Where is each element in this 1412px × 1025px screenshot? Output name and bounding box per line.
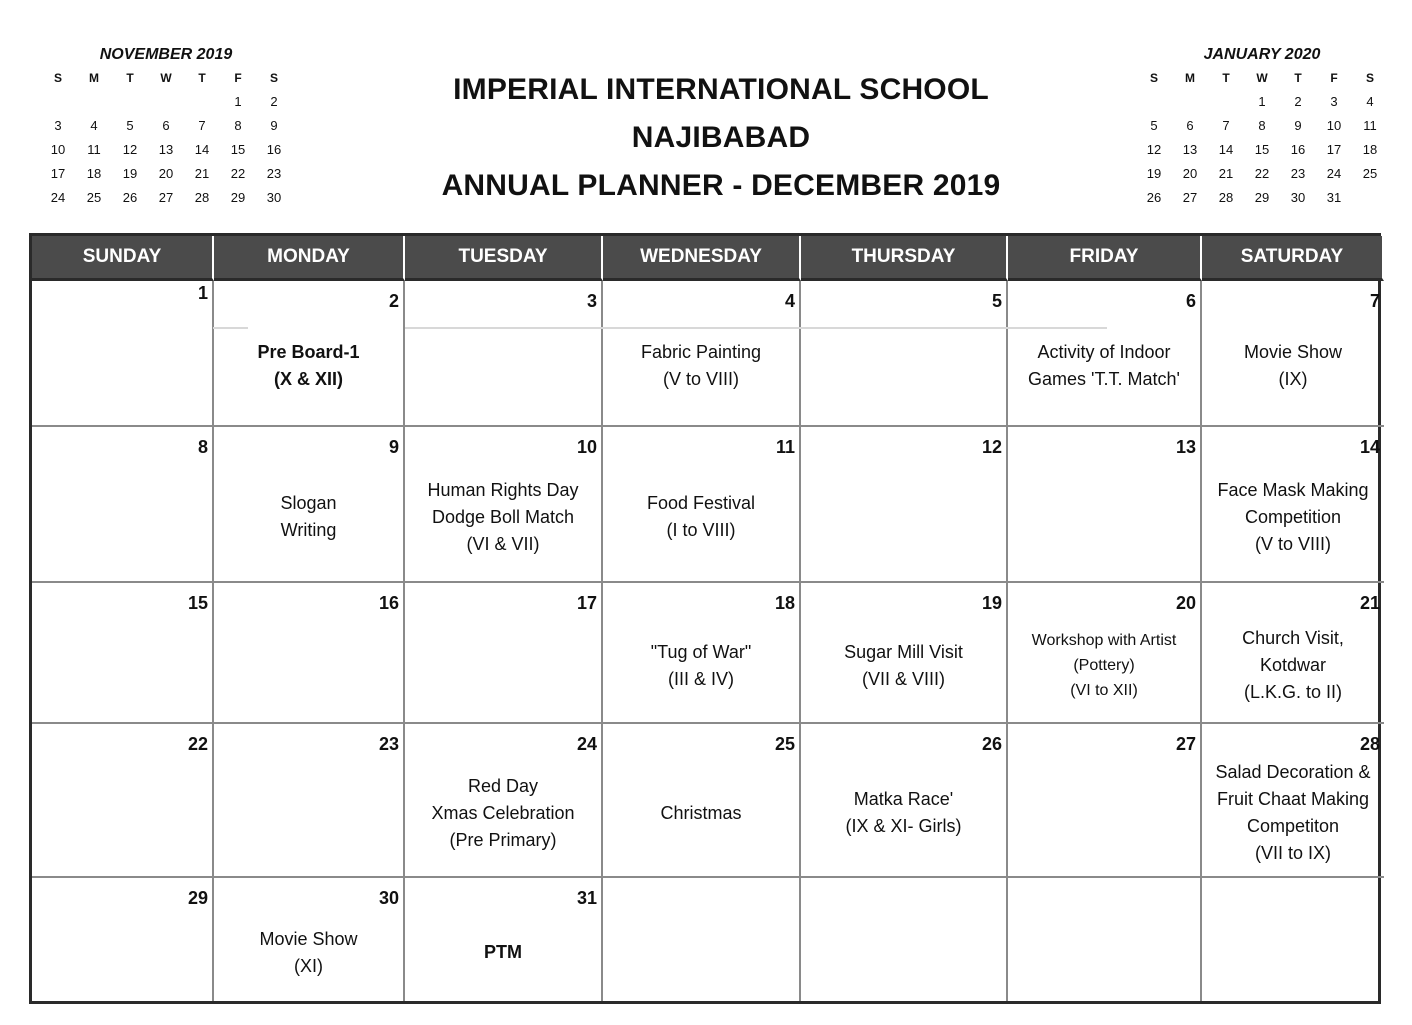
day-cell <box>603 878 801 1001</box>
event <box>214 281 403 425</box>
day-number: 10 <box>576 437 597 457</box>
mini-weekday-label: T <box>1222 71 1230 85</box>
day-number: 1 <box>197 283 208 303</box>
mini-day: 20 <box>1182 166 1198 181</box>
day-number: 18 <box>774 593 795 613</box>
school-location: NAJIBABAD <box>631 121 811 154</box>
event-line: "Tug of War" <box>650 641 752 662</box>
mini-day: 25 <box>1362 166 1378 181</box>
day-number: 15 <box>187 593 208 613</box>
weekday-header-sunday: SUNDAY <box>32 236 214 281</box>
event <box>405 878 601 1001</box>
mini-weekday-label: S <box>53 71 62 85</box>
mini-day: 29 <box>230 190 246 205</box>
day-number: 4 <box>784 291 795 311</box>
mini-calendar-title: JANUARY 2020 <box>1203 46 1321 63</box>
mini-day: 28 <box>194 190 210 205</box>
day-cell <box>801 583 1008 724</box>
event-line: (VI to XII) <box>1070 682 1138 699</box>
mini-weekday-label: F <box>234 71 242 85</box>
day-cell <box>1008 878 1202 1001</box>
mini-day <box>76 90 112 114</box>
mini-day: 12 <box>122 142 138 157</box>
mini-day: 18 <box>86 166 102 181</box>
event <box>1008 583 1200 722</box>
mini-calendar-next <box>1136 44 1388 210</box>
event <box>214 878 403 1001</box>
day-number: 11 <box>775 437 795 457</box>
event-line: (I to VIII) <box>666 520 736 540</box>
event-line: Fruit Chaat Making <box>1216 789 1370 809</box>
day-cell <box>214 878 405 1001</box>
mini-day: 5 <box>1150 118 1158 133</box>
mini-day: 24 <box>1326 166 1342 181</box>
day-number: 25 <box>774 734 795 754</box>
event-line: Movie Show <box>259 928 358 949</box>
day-number: 2 <box>388 291 399 311</box>
event-line: (V to VIII) <box>662 369 740 389</box>
day-number: 26 <box>981 734 1002 754</box>
event-line: (X & XII) <box>273 369 343 389</box>
day-number: 12 <box>981 437 1002 457</box>
day-number: 13 <box>1175 437 1196 457</box>
day-cell <box>1202 583 1384 724</box>
event-line: (Pottery) <box>1073 657 1135 674</box>
day-number: 21 <box>1359 593 1380 613</box>
mini-weekday-label: T <box>126 71 134 85</box>
event-line: Salad Decoration & <box>1215 762 1371 782</box>
event-line: Competiton <box>1246 816 1340 836</box>
event-line: Kotdwar <box>1259 655 1327 675</box>
day-number: 29 <box>187 888 208 908</box>
mini-day: 18 <box>1362 142 1378 157</box>
day-cell <box>32 281 214 427</box>
event-line: Writing <box>280 520 337 540</box>
day-cell <box>32 724 214 878</box>
event <box>603 724 799 876</box>
event-line: (VI & VII) <box>466 533 540 554</box>
weekday-header-thursday: THURSDAY <box>801 236 1008 281</box>
mini-day: 28 <box>1218 190 1234 205</box>
mini-day: 10 <box>1326 118 1342 133</box>
day-number: 5 <box>991 291 1002 311</box>
mini-day: 22 <box>230 166 246 181</box>
mini-day: 23 <box>1290 166 1306 181</box>
mini-day: 2 <box>1294 94 1302 109</box>
mini-day: 16 <box>266 142 282 157</box>
mini-weekday-label: F <box>1330 71 1338 85</box>
day-cell <box>1202 724 1384 878</box>
mini-day: 14 <box>194 142 210 157</box>
event-line: Competition <box>1244 506 1342 527</box>
event <box>1008 281 1200 425</box>
day-cell <box>801 724 1008 878</box>
event <box>1202 427 1384 581</box>
mini-day: 16 <box>1290 142 1306 157</box>
mini-weekday-label: S <box>1149 71 1158 85</box>
event-line: (Pre Primary) <box>449 829 557 850</box>
mini-calendar-grid <box>40 66 292 210</box>
day-number: 6 <box>1185 291 1196 311</box>
month-calendar <box>29 233 1381 1004</box>
day-cell <box>32 427 214 583</box>
day-number: 17 <box>576 593 597 613</box>
mini-day: 1 <box>1258 94 1266 109</box>
mini-day: 26 <box>122 190 138 205</box>
event-line: Human Rights Day <box>427 479 579 500</box>
day-cell <box>1202 427 1384 583</box>
mini-day: 9 <box>270 118 278 133</box>
day-cell <box>1008 281 1202 427</box>
mini-calendar-previous <box>40 44 292 210</box>
day-number: 23 <box>378 734 399 754</box>
event-line: Red Day <box>467 775 539 796</box>
day-cell <box>1008 583 1202 724</box>
event-line: (XI) <box>294 955 323 976</box>
day-number: 3 <box>586 291 597 311</box>
mini-day: 5 <box>126 118 134 133</box>
mini-weekday-label: T <box>198 71 206 85</box>
day-number: 8 <box>197 437 208 457</box>
day-number: 14 <box>1359 437 1380 457</box>
mini-day <box>148 90 184 114</box>
event-line: Movie Show <box>1243 342 1343 362</box>
weekday-header-monday: MONDAY <box>214 236 405 281</box>
mini-day: 30 <box>266 190 282 205</box>
mini-day: 7 <box>198 118 206 133</box>
mini-day: 4 <box>90 118 98 133</box>
day-cell <box>32 878 214 1001</box>
mini-day: 3 <box>54 118 62 133</box>
mini-day: 26 <box>1146 190 1162 205</box>
mini-weekday-label: M <box>89 71 99 85</box>
event <box>405 724 601 876</box>
page-header <box>400 66 1042 210</box>
event-line: Church Visit, <box>1242 628 1344 648</box>
mini-day: 31 <box>1326 190 1342 205</box>
mini-day: 17 <box>50 166 66 181</box>
event-line: Workshop with Artist <box>1031 632 1177 649</box>
weekday-header-friday: FRIDAY <box>1008 236 1202 281</box>
event <box>801 583 1006 722</box>
day-number: 7 <box>1369 291 1380 311</box>
event <box>214 427 403 581</box>
mini-weekday-label: T <box>1294 71 1302 85</box>
event <box>603 427 799 581</box>
event <box>603 281 799 425</box>
mini-day: 19 <box>122 166 138 181</box>
mini-weekday-label: M <box>1185 71 1195 85</box>
mini-day: 23 <box>266 166 282 181</box>
event-line: (IX & XI- Girls) <box>845 816 962 836</box>
event-line: Slogan <box>280 493 337 513</box>
day-cell <box>603 583 801 724</box>
event <box>1202 583 1384 722</box>
event <box>801 724 1006 876</box>
mini-day: 10 <box>50 142 66 157</box>
day-number: 19 <box>981 593 1002 613</box>
event-line: (III & IV) <box>667 668 734 689</box>
event-line: Face Mask Making <box>1217 479 1369 500</box>
mini-day <box>40 90 76 114</box>
mini-day: 29 <box>1254 190 1270 205</box>
day-cell <box>603 724 801 878</box>
mini-day: 7 <box>1222 118 1230 133</box>
day-cell <box>801 427 1008 583</box>
mini-day: 19 <box>1146 166 1162 181</box>
event <box>603 583 799 722</box>
event-line: (L.K.G. to II) <box>1243 682 1343 702</box>
mini-day: 13 <box>158 142 174 157</box>
mini-day: 22 <box>1254 166 1270 181</box>
mini-day: 8 <box>1258 118 1266 133</box>
weekday-header-tuesday: TUESDAY <box>405 236 603 281</box>
mini-day: 20 <box>158 166 174 181</box>
day-cell <box>405 583 603 724</box>
mini-day <box>1208 90 1244 114</box>
mini-day: 4 <box>1366 94 1374 109</box>
day-cell <box>801 281 1008 427</box>
mini-day: 30 <box>1290 190 1306 205</box>
mini-day: 14 <box>1218 142 1234 157</box>
mini-day: 3 <box>1330 94 1338 109</box>
day-cell <box>603 427 801 583</box>
day-cell <box>405 878 603 1001</box>
event-line: Activity of Indoor <box>1037 342 1171 362</box>
faint-divider <box>213 327 248 329</box>
event-line: Dodge Boll Match <box>431 506 575 527</box>
day-cell <box>214 427 405 583</box>
event-line: (VII to IX) <box>1254 843 1332 863</box>
mini-day <box>112 90 148 114</box>
mini-day: 11 <box>87 142 101 157</box>
event-line: Pre Board-1 <box>257 342 360 362</box>
day-cell <box>801 878 1008 1001</box>
mini-day: 21 <box>1218 166 1234 181</box>
day-cell <box>214 583 405 724</box>
mini-day: 27 <box>1182 190 1198 205</box>
weekday-header-wednesday: WEDNESDAY <box>603 236 801 281</box>
mini-day: 15 <box>230 142 246 157</box>
mini-day: 11 <box>1363 118 1377 133</box>
event-line: Sugar Mill Visit <box>844 641 963 662</box>
mini-day: 17 <box>1326 142 1342 157</box>
mini-day: 12 <box>1146 142 1162 157</box>
day-cell <box>1008 724 1202 878</box>
planner-title: ANNUAL PLANNER - DECEMBER 2019 <box>441 169 1001 202</box>
day-number: 27 <box>1175 734 1196 754</box>
mini-day: 6 <box>162 118 170 133</box>
mini-calendar-title: NOVEMBER 2019 <box>99 46 233 63</box>
mini-day: 15 <box>1254 142 1270 157</box>
day-cell <box>214 281 405 427</box>
event <box>405 427 601 581</box>
mini-day: 9 <box>1294 118 1302 133</box>
day-number: 16 <box>378 593 399 613</box>
mini-day: 8 <box>234 118 242 133</box>
day-number: 31 <box>576 888 597 908</box>
day-cell <box>405 724 603 878</box>
mini-weekday-label: S <box>1365 71 1374 85</box>
mini-day <box>1172 90 1208 114</box>
day-number: 28 <box>1359 734 1380 754</box>
event <box>1202 724 1384 876</box>
event <box>1202 281 1384 425</box>
event-line: (VII & VIII) <box>861 668 945 689</box>
day-cell <box>1202 878 1384 1001</box>
day-cell <box>214 724 405 878</box>
mini-day: 13 <box>1182 142 1198 157</box>
day-cell <box>32 583 214 724</box>
event-line: Xmas Celebration <box>431 802 575 823</box>
mini-weekday-label: W <box>160 71 172 85</box>
mini-weekday-label: S <box>269 71 278 85</box>
day-number: 9 <box>388 437 399 457</box>
day-number: 20 <box>1175 593 1196 613</box>
day-number: 22 <box>187 734 208 754</box>
mini-day: 1 <box>234 94 242 109</box>
event-line: (V to VIII) <box>1254 533 1332 554</box>
weekday-header-saturday: SATURDAY <box>1202 236 1384 281</box>
mini-day: 27 <box>158 190 174 205</box>
mini-day: 21 <box>194 166 210 181</box>
day-cell <box>1202 281 1384 427</box>
school-name: IMPERIAL INTERNATIONAL SCHOOL <box>453 73 989 106</box>
mini-day: 6 <box>1186 118 1194 133</box>
mini-day: 24 <box>50 190 66 205</box>
day-cell <box>603 281 801 427</box>
faint-divider <box>405 327 1107 329</box>
mini-day: 25 <box>86 190 102 205</box>
event-line: Christmas <box>660 802 742 823</box>
mini-weekday-label: W <box>1256 71 1268 85</box>
event-line: Games 'T.T. Match' <box>1028 369 1180 389</box>
day-cell <box>405 427 603 583</box>
event-line: Food Festival <box>646 493 756 513</box>
mini-day <box>1136 90 1172 114</box>
mini-calendar-grid <box>1136 66 1388 210</box>
day-number: 24 <box>576 734 597 754</box>
mini-day <box>184 90 220 114</box>
day-cell <box>405 281 603 427</box>
event-line: Matka Race' <box>853 789 954 809</box>
event-line: Fabric Painting <box>640 342 762 362</box>
event-line: (IX) <box>1278 369 1308 389</box>
event-line: PTM <box>484 942 522 962</box>
day-cell <box>1008 427 1202 583</box>
day-number: 30 <box>378 888 399 908</box>
mini-day: 2 <box>270 94 278 109</box>
